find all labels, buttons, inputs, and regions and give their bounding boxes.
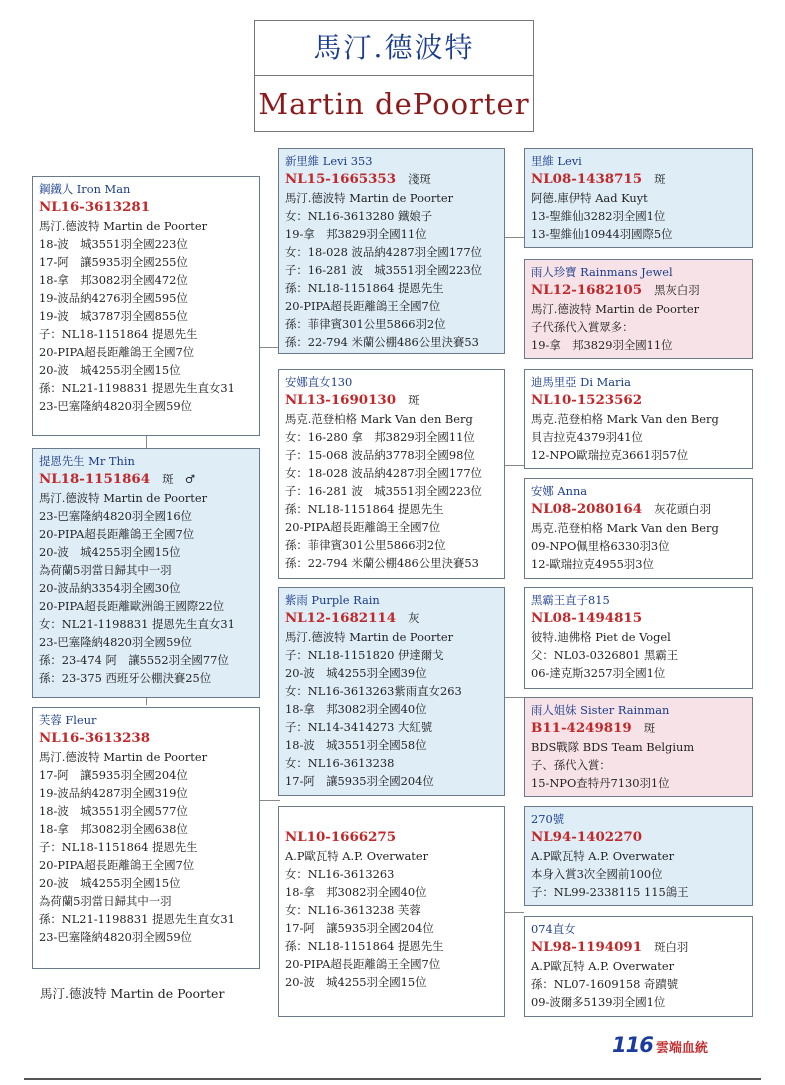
pedigree-box-ds-sire: [524, 587, 753, 689]
pedigree-box-sd-dam: [524, 478, 753, 579]
detail-line: 23-巴塞隆納4820羽全國59位: [39, 930, 192, 944]
pigeon-name: 安娜 Anna: [531, 484, 588, 498]
detail-line: 20-波 城4255羽全國39位: [285, 666, 427, 680]
pigeon-details: [531, 957, 752, 1011]
detail-line: 09-波爾多5139羽全國1位: [531, 995, 666, 1009]
detail-line: 子：15-068 波品納3778羽全國98位: [285, 448, 475, 462]
color-label: 淺斑: [408, 172, 431, 186]
detail-line: 20-PIPA超長距離鴿王全國7位: [285, 957, 441, 971]
ring-number: [531, 281, 752, 300]
pedigree-box-dd-sire: [524, 806, 753, 906]
detail-line: 馬克.范登柏格 Mark Van den Berg: [531, 412, 719, 426]
detail-line: 20-PIPA超長距離鴿王全國7位: [285, 520, 441, 534]
detail-line: 19-波 城3787羽全國855位: [39, 309, 188, 323]
connector-line: [146, 436, 147, 448]
detail-line: 女：NL16-3613263紫雨直女263: [285, 684, 462, 698]
detail-line: A.P歐瓦特 A.P. Overwater: [531, 849, 675, 863]
detail-line: 18-拿 邦3082羽全國40位: [285, 702, 427, 716]
logo-number: 116: [612, 1033, 653, 1057]
color-label: 灰: [408, 611, 420, 625]
ring-number-text: B11-4249819: [531, 720, 632, 736]
detail-line: 13-聖維仙3282羽全國1位: [531, 209, 666, 223]
pigeon-details: [531, 847, 752, 901]
detail-line: 20-PIPA超長距離歐洲鴿王國際22位: [39, 599, 225, 613]
detail-line: BDS戰隊 BDS Team Belgium: [531, 740, 695, 754]
detail-line: 子：16-281 波 城3551羽全國223位: [285, 484, 482, 498]
detail-line: 子：NL14-3414273 大紅號: [285, 720, 433, 734]
color-label: 斑白羽: [654, 940, 689, 954]
detail-line: 19-波品納4287羽全國319位: [39, 786, 188, 800]
pigeon-details: [531, 519, 752, 573]
detail-line: 17-阿 讓5935羽全國204位: [39, 768, 188, 782]
detail-line: 子：NL18-1151820 伊達爾戈: [285, 648, 444, 662]
detail-line: 女：NL16-3613280 鐵娘子: [285, 209, 433, 223]
detail-line: 本身入賞3次全國前100位: [531, 867, 663, 881]
pigeon-details: [285, 189, 504, 351]
pigeon-details: [285, 847, 504, 991]
pedigree-box-dam-dam: [278, 806, 505, 1017]
detail-line: 女：NL16-3613238 芙蓉: [285, 903, 421, 917]
bottom-divider: [24, 1078, 761, 1080]
detail-line: 19-波品納4276羽全國595位: [39, 291, 188, 305]
detail-line: 20-PIPA超長距離鴿王全國7位: [39, 527, 195, 541]
detail-line: 12-NPO歐瑞拉克3661羽57位: [531, 448, 689, 462]
pigeon-name: 新里維 Levi 353: [285, 154, 373, 168]
pedigree-box-sd-sire: [524, 369, 753, 469]
logo-text: 雲端血統: [655, 1041, 708, 1056]
detail-line: 馬汀.德波特 Martin de Poorter: [285, 630, 454, 644]
detail-line: 馬汀.德波特 Martin de Poorter: [39, 750, 208, 764]
ring-number: [285, 391, 504, 410]
ring-number: [531, 719, 752, 738]
detail-line: 18-波 城3551羽全國58位: [285, 738, 427, 752]
color-label: 斑: [408, 393, 420, 407]
detail-line: 父：NL03-0326801 黑霸王: [531, 648, 679, 662]
pedigree-box-subject: [32, 176, 260, 436]
detail-line: 孫：NL07-1609158 奇蹟號: [531, 977, 679, 991]
ring-number-text: NL10-1666275: [285, 829, 397, 845]
pedigree-box-sire-sire: [278, 148, 505, 354]
ring-number: [285, 609, 504, 628]
title-block: [254, 20, 534, 132]
ring-number-text: NL16-3613281: [39, 199, 151, 215]
detail-line: 20-波品納3354羽全國30位: [39, 581, 181, 595]
pigeon-name: 雨人珍寶 Rainmans Jewel: [531, 265, 673, 279]
detail-line: 孫：菲律賓301公里5866羽2位: [285, 538, 446, 552]
detail-line: 18-拿 邦3082羽全國40位: [285, 885, 427, 899]
detail-line: 子：NL18-1151864 提恩先生: [39, 327, 198, 341]
detail-line: 17-阿 讓5935羽全國204位: [285, 921, 434, 935]
detail-line: 馬汀.德波特 Martin de Poorter: [531, 302, 700, 316]
ring-number: [285, 828, 504, 847]
pigeon-details: [39, 217, 259, 415]
pigeon-details: [39, 748, 259, 946]
detail-line: 為荷蘭5羽當日歸其中一羽: [39, 563, 172, 577]
detail-line: 17-阿 讓5935羽全國204位: [285, 774, 434, 788]
pigeon-details: [531, 628, 752, 682]
detail-line: 20-PIPA超長距離鴿王全國7位: [39, 345, 195, 359]
detail-line: 子、孫代入賞：: [531, 758, 611, 772]
ring-number-text: NL16-3613238: [39, 730, 151, 746]
color-label: 灰花頭白羽: [654, 502, 712, 516]
connector-line: [504, 465, 524, 466]
pigeon-details: [531, 738, 752, 792]
pigeon-name: [285, 810, 504, 828]
ring-number-text: NL98-1194091: [531, 939, 643, 955]
detail-line: 20-波 城4255羽全國15位: [285, 975, 427, 989]
detail-line: 20-波 城4255羽全國15位: [39, 363, 181, 377]
page-title-english: Martin dePoorter: [258, 87, 530, 121]
pigeon-details: [39, 489, 259, 687]
pedigree-box-ss-sire: [524, 148, 753, 248]
detail-line: 馬汀.德波特 Martin de Poorter: [39, 491, 208, 505]
pedigree-box-dd-dam: [524, 916, 753, 1017]
ring-number-text: NL10-1523562: [531, 392, 643, 408]
detail-line: 孫：22-794 米蘭公棚486公里決賽53: [285, 556, 479, 570]
detail-line: 馬汀.德波特 Martin de Poorter: [285, 191, 454, 205]
detail-line: 19-拿 邦3829羽全國11位: [531, 338, 673, 352]
ring-number: [39, 729, 259, 748]
pedigree-box-sire-dam: [278, 369, 505, 579]
detail-line: 18-波 城3551羽全國223位: [39, 237, 188, 251]
pigeon-name: 芙蓉 Fleur: [39, 713, 97, 727]
detail-line: 20-波 城4255羽全國15位: [39, 876, 181, 890]
detail-line: 孫：NL21-1198831 提恩先生直女31: [39, 381, 235, 395]
detail-line: 18-波 城3551羽全國577位: [39, 804, 188, 818]
detail-line: 子代孫代入賞眾多：: [531, 320, 634, 334]
connector-line: [504, 912, 524, 913]
detail-line: 女：18-028 波品納4287羽全國177位: [285, 245, 482, 259]
ring-number: [531, 609, 752, 628]
detail-line: 孫：NL21-1198831 提恩先生直女31: [39, 912, 235, 926]
detail-line: 06-達克斯3257羽全國1位: [531, 666, 666, 680]
breeder-name-footer: 馬汀.德波特 Martin de Poorter: [40, 986, 225, 1001]
detail-line: 孫：23-474 阿 讓5552羽全國77位: [39, 653, 229, 667]
detail-line: 20-波 城4255羽全國15位: [39, 545, 181, 559]
detail-line: 女：NL16-3613263: [285, 867, 395, 881]
ring-number: [285, 170, 504, 189]
ring-number-text: NL15-1665353: [285, 171, 397, 187]
pigeon-details: [285, 628, 504, 790]
detail-line: 23-巴塞隆納4820羽全國59位: [39, 635, 192, 649]
detail-line: 18-拿 邦3082羽全國638位: [39, 822, 188, 836]
ring-number-text: NL13-1690130: [285, 392, 397, 408]
ring-number-text: NL12-1682114: [285, 610, 397, 626]
ring-number-text: NL94-1402270: [531, 829, 643, 845]
ring-number: [39, 470, 259, 489]
ring-number-text: NL08-2080164: [531, 501, 643, 517]
pigeon-details: [531, 189, 752, 243]
detail-line: 為荷蘭5羽當日歸其中一羽: [39, 894, 172, 908]
ring-number-text: NL12-1682105: [531, 282, 643, 298]
detail-line: 孫：NL18-1151864 提恩先生: [285, 502, 444, 516]
pedigree-box-sire: [32, 448, 260, 698]
connector-line: [258, 347, 280, 348]
pigeon-name: 黑霸王直子815: [531, 593, 610, 607]
pigeon-name: 紫雨 Purple Rain: [285, 593, 380, 607]
pigeon-name: 074直女: [531, 922, 576, 936]
detail-line: 20-PIPA超長距離鴿王全國7位: [285, 299, 441, 313]
detail-line: 女：NL21-1198831 提恩先生直女31: [39, 617, 235, 631]
ring-number: [531, 500, 752, 519]
detail-line: 23-巴塞隆納4820羽全國16位: [39, 509, 192, 523]
color-sex-label: 斑 ♂: [162, 472, 196, 486]
pigeon-name: 安娜直女130: [285, 375, 353, 389]
color-label: 斑: [654, 172, 666, 186]
detail-line: A.P歐瓦特 A.P. Overwater: [531, 959, 675, 973]
color-label: 黑灰白羽: [654, 283, 700, 297]
ring-number: [531, 938, 752, 957]
ring-number: [39, 198, 259, 217]
detail-line: A.P歐瓦特 A.P. Overwater: [285, 849, 429, 863]
pigeon-name: 里維 Levi: [531, 154, 582, 168]
detail-line: 12-歐瑞拉克4955羽3位: [531, 557, 654, 571]
detail-line: 孫：22-794 米蘭公棚486公里決賽53: [285, 335, 479, 349]
detail-line: 貝吉拉克4379羽41位: [531, 430, 643, 444]
detail-line: 孫：NL18-1151864 提恩先生: [285, 281, 444, 295]
connector-line: [146, 697, 147, 705]
pigeon-name: 提恩先生 Mr Thin: [39, 454, 135, 468]
ring-number: [531, 828, 752, 847]
ring-number: [531, 170, 752, 189]
detail-line: 孫：菲律賓301公里5866羽2位: [285, 317, 446, 331]
detail-line: 18-拿 邦3082羽全國472位: [39, 273, 188, 287]
pigeon-details: [531, 410, 752, 464]
detail-line: 19-拿 邦3829羽全國11位: [285, 227, 427, 241]
pedigree-box-dam: [32, 707, 260, 969]
ring-number: [531, 391, 752, 410]
connector-line: [504, 237, 524, 238]
detail-line: 女：16-280 拿 邦3829羽全國11位: [285, 430, 475, 444]
page-title-chinese: 馬汀.德波特: [255, 21, 533, 76]
detail-line: 20-PIPA超長距離鴿王全國7位: [39, 858, 195, 872]
pigeon-details: [531, 300, 752, 354]
detail-line: 孫：23-375 西班牙公棚決賽25位: [39, 671, 212, 685]
detail-line: 馬克.范登柏格 Mark Van den Berg: [285, 412, 473, 426]
pigeon-name: 鋼鐵人 Iron Man: [39, 182, 131, 196]
pedigree-box-dam-sire: [278, 587, 505, 796]
detail-line: 15-NPO查特丹7130羽1位: [531, 776, 670, 790]
detail-line: 女：NL16-3613238: [285, 756, 395, 770]
pigeon-name: 迪馬里亞 Di Maria: [531, 375, 631, 389]
connector-line: [258, 800, 280, 801]
color-label: 斑: [643, 721, 656, 735]
detail-line: 09-NPO佩里格6330羽3位: [531, 539, 670, 553]
ring-number-text: NL08-1438715: [531, 171, 643, 187]
pigeon-name: 雨人姐妹 Sister Rainman: [531, 703, 670, 717]
pigeon-details: [285, 410, 504, 572]
detail-line: 孫：NL18-1151864 提恩先生: [285, 939, 444, 953]
detail-line: 子：16-281 波 城3551羽全國223位: [285, 263, 482, 277]
detail-line: 彼特.迪佛格 Piet de Vogel: [531, 630, 671, 644]
detail-line: 子：NL99-2338115 115鴿王: [531, 885, 689, 899]
ring-number-text: NL08-1494815: [531, 610, 643, 626]
connector-line: [504, 697, 524, 698]
pedigree-box-ss-dam: [524, 259, 753, 359]
site-logo[interactable]: [612, 1033, 708, 1057]
detail-line: 馬克.范登柏格 Mark Van den Berg: [531, 521, 719, 535]
detail-line: 子：NL18-1151864 提恩先生: [39, 840, 198, 854]
pigeon-name: 270號: [531, 812, 565, 826]
detail-line: 17-阿 讓5935羽全國255位: [39, 255, 188, 269]
detail-line: 13-聖維仙10944羽國際5位: [531, 227, 673, 241]
detail-line: 阿德.庫伊特 Aad Kuyt: [531, 191, 648, 205]
pedigree-box-ds-dam: [524, 697, 753, 797]
ring-number-text: NL18-1151864: [39, 471, 151, 487]
detail-line: 馬汀.德波特 Martin de Poorter: [39, 219, 208, 233]
detail-line: 女：18-028 波品納4287羽全國177位: [285, 466, 482, 480]
detail-line: 23-巴塞隆納4820羽全國59位: [39, 399, 192, 413]
